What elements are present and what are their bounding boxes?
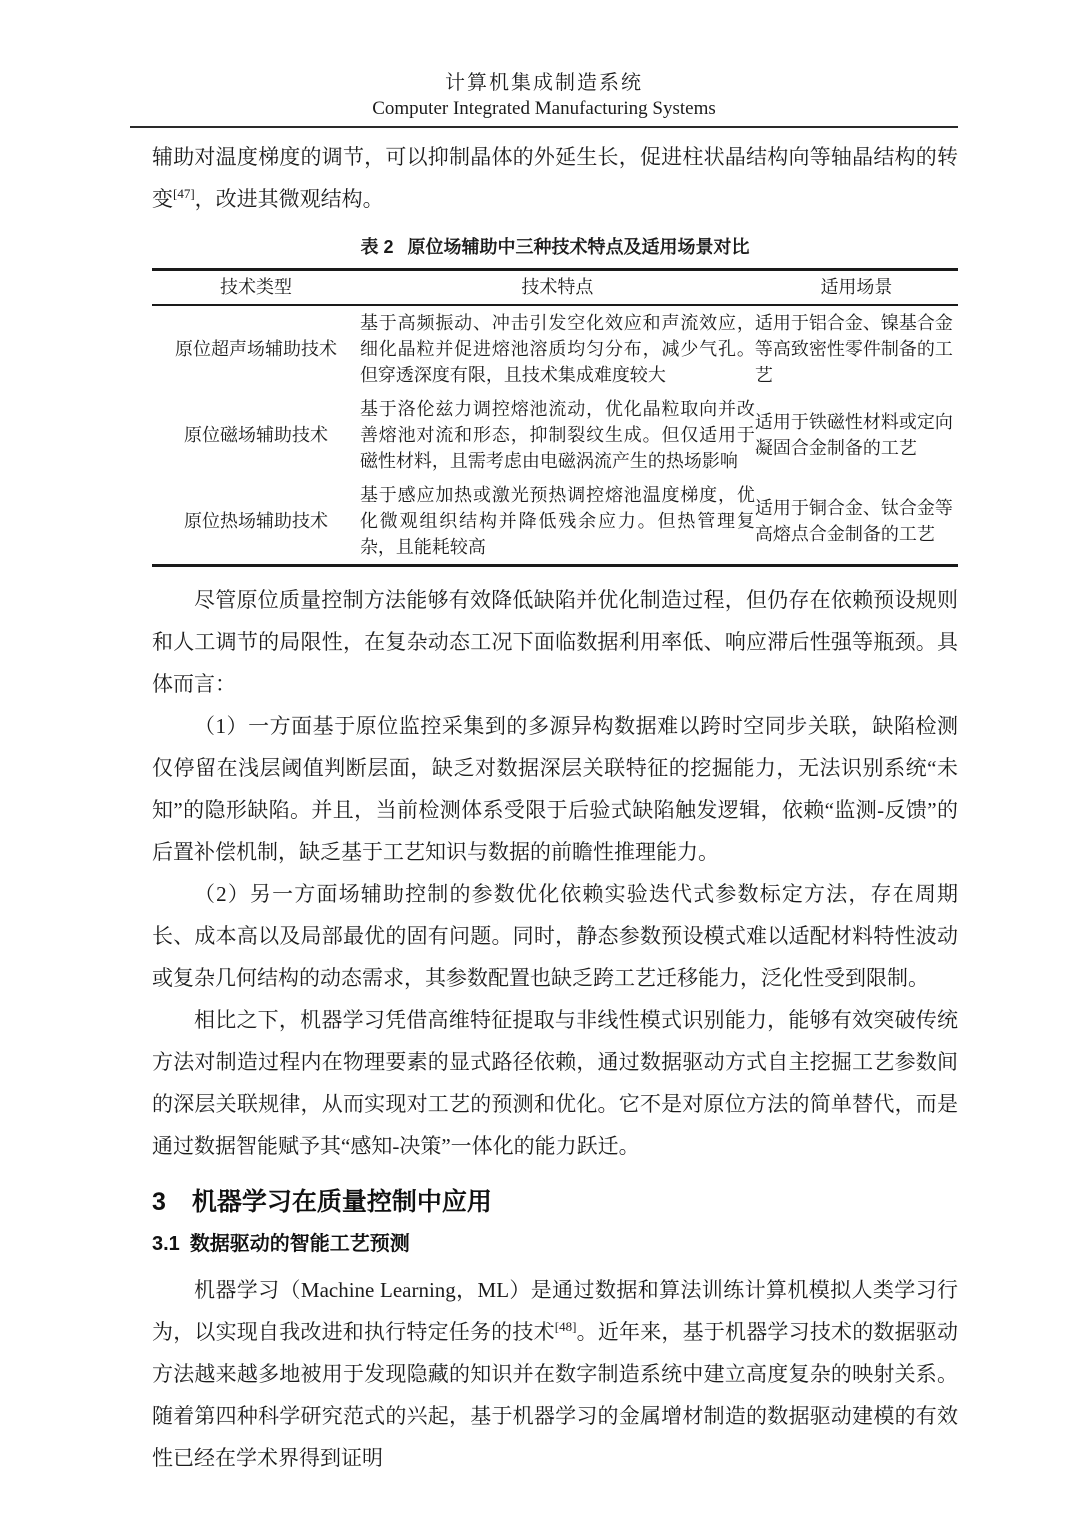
header-divider [130,126,958,128]
section-number: 3 [152,1188,166,1216]
column-header-tech-type: 技术类型 [152,270,360,306]
paragraph-text: 机器学习（Machine Learning，ML）是通过数据和算法训练计算机模拟人类学习行为，以实现自我改进和执行特定任务的技术 [152,1278,958,1344]
running-header [130,70,958,128]
paragraph-ml-definition [152,1269,958,1479]
citation-ref-48: [48] [554,1319,577,1334]
paragraph-point-2: （2）另一方面场辅助控制的参数优化依赖实验迭代式参数标定方法，存在周期长、成本高以及局部最优的固有问题。同时，静态参数预设模式难以适配材料特性波动或复杂几何结构的动态需求，其参数配置也缺乏跨工艺迁移能力，泛化性受到限制。 [152,882,958,990]
document-page [130,70,958,1479]
table-row [152,478,958,566]
cell-scenario: 适用于铜合金、钛合金等高熔点合金制备的工艺 [754,498,953,544]
paragraph-ml-comparison: 相比之下，机器学习凭借高维特征提取与非线性模式识别能力，能够有效突破传统方法对制造过程内在物理要素的显式路径依赖，通过数据驱动方式自主挖掘工艺参数间的深层关联规律，从而实现对工艺的预测和优化。它不是对原位方法的简单替代，而是通过数据智能赋予其“感知-决策”一体化的能力跃迁。 [152,1008,958,1158]
citation-ref-47: [47] [173,186,195,201]
table-caption [152,234,958,260]
paragraph-limitations-intro: 尽管原位质量控制方法能够有效降低缺陷并优化制造过程，但仍存在依赖预设规则和人工调节的局限性，在复杂动态工况下面临数据利用率低、响应滞后性强等瓶颈。具体而言： [152,588,958,696]
subsection-number: 3.1 [152,1233,180,1255]
subsection-heading-3-1 [152,1229,958,1259]
paragraph-text: ，改进其微观结构。 [194,187,384,211]
table-2 [152,268,958,567]
cell-tech-type: 原位磁场辅助技术 [183,425,328,445]
cell-tech-features: 基于高频振动、冲击引发空化效应和声流效应，细化晶粒并促进熔池溶质均匀分布，减少气孔。但穿透深度有限，且技术集成难度较大 [359,313,755,385]
cell-tech-type: 原位热场辅助技术 [183,511,328,531]
table-caption-title: 原位场辅助中三种技术特点及适用场景对比 [407,237,750,257]
table-row [152,392,958,478]
section-heading-3 [152,1185,958,1219]
cell-scenario: 适用于铝合金、镍基合金等高致密性零件制备的工艺 [754,313,953,385]
cell-tech-features: 基于感应加热或激光预热调控熔池温度梯度，优化微观组织结构并降低残余应力。但热管理复杂，且能耗较高 [359,485,755,557]
table-caption-label: 表 2 [360,237,394,257]
subsection-title: 数据驱动的智能工艺预测 [189,1233,410,1255]
journal-title-en: Computer Integrated Manufacturing Systems [372,98,716,119]
column-header-scenario: 适用场景 [755,270,958,306]
cell-tech-features: 基于洛伦兹力调控熔池流动，优化晶粒取向并改善熔池对流和形态，抑制裂纹生成。但仅适用于磁性材料，且需考虑由电磁涡流产生的热场影响 [359,399,755,471]
paragraph-text: 辅助对温度梯度的调节，可以抑制晶体的外延生长，促进柱状晶结构向等轴晶结构的转变 [152,145,958,211]
journal-title-cn: 计算机集成制造系统 [445,72,643,94]
paragraph-point-1: （1）一方面基于原位监控采集到的多源异构数据难以跨时空同步关联，缺陷检测仅停留在浅层阈值判断层面，缺乏对数据深层关联特征的挖掘能力，无法识别系统“未知”的隐形缺陷。并且，当前检测体系受限于后验式缺陷触发逻辑，依赖“监测-反馈”的后置补偿机制，缺乏基于工艺知识与数据的前瞻性推理能力。 [152,714,958,864]
section-title: 机器学习在质量控制中应用 [191,1188,492,1216]
paragraph-text: 。近年来，基于机器学习技术的数据驱动方法越来越多地被用于发现隐藏的知识并在数字制造系统中建立高度复杂的映射关系。随着第四种科学研究范式的兴起，基于机器学习的金属增材制造的数据驱动建模的有效性已经在学术界得到证明 [152,1320,959,1470]
table-header-row [152,270,958,306]
cell-scenario: 适用于铁磁性材料或定向凝固合金制备的工艺 [754,412,953,458]
paragraph-continuation [152,136,958,220]
page-body [152,136,958,1479]
cell-tech-type: 原位超声场辅助技术 [174,339,337,359]
table-row [152,305,958,392]
column-header-tech-features: 技术特点 [360,270,755,306]
